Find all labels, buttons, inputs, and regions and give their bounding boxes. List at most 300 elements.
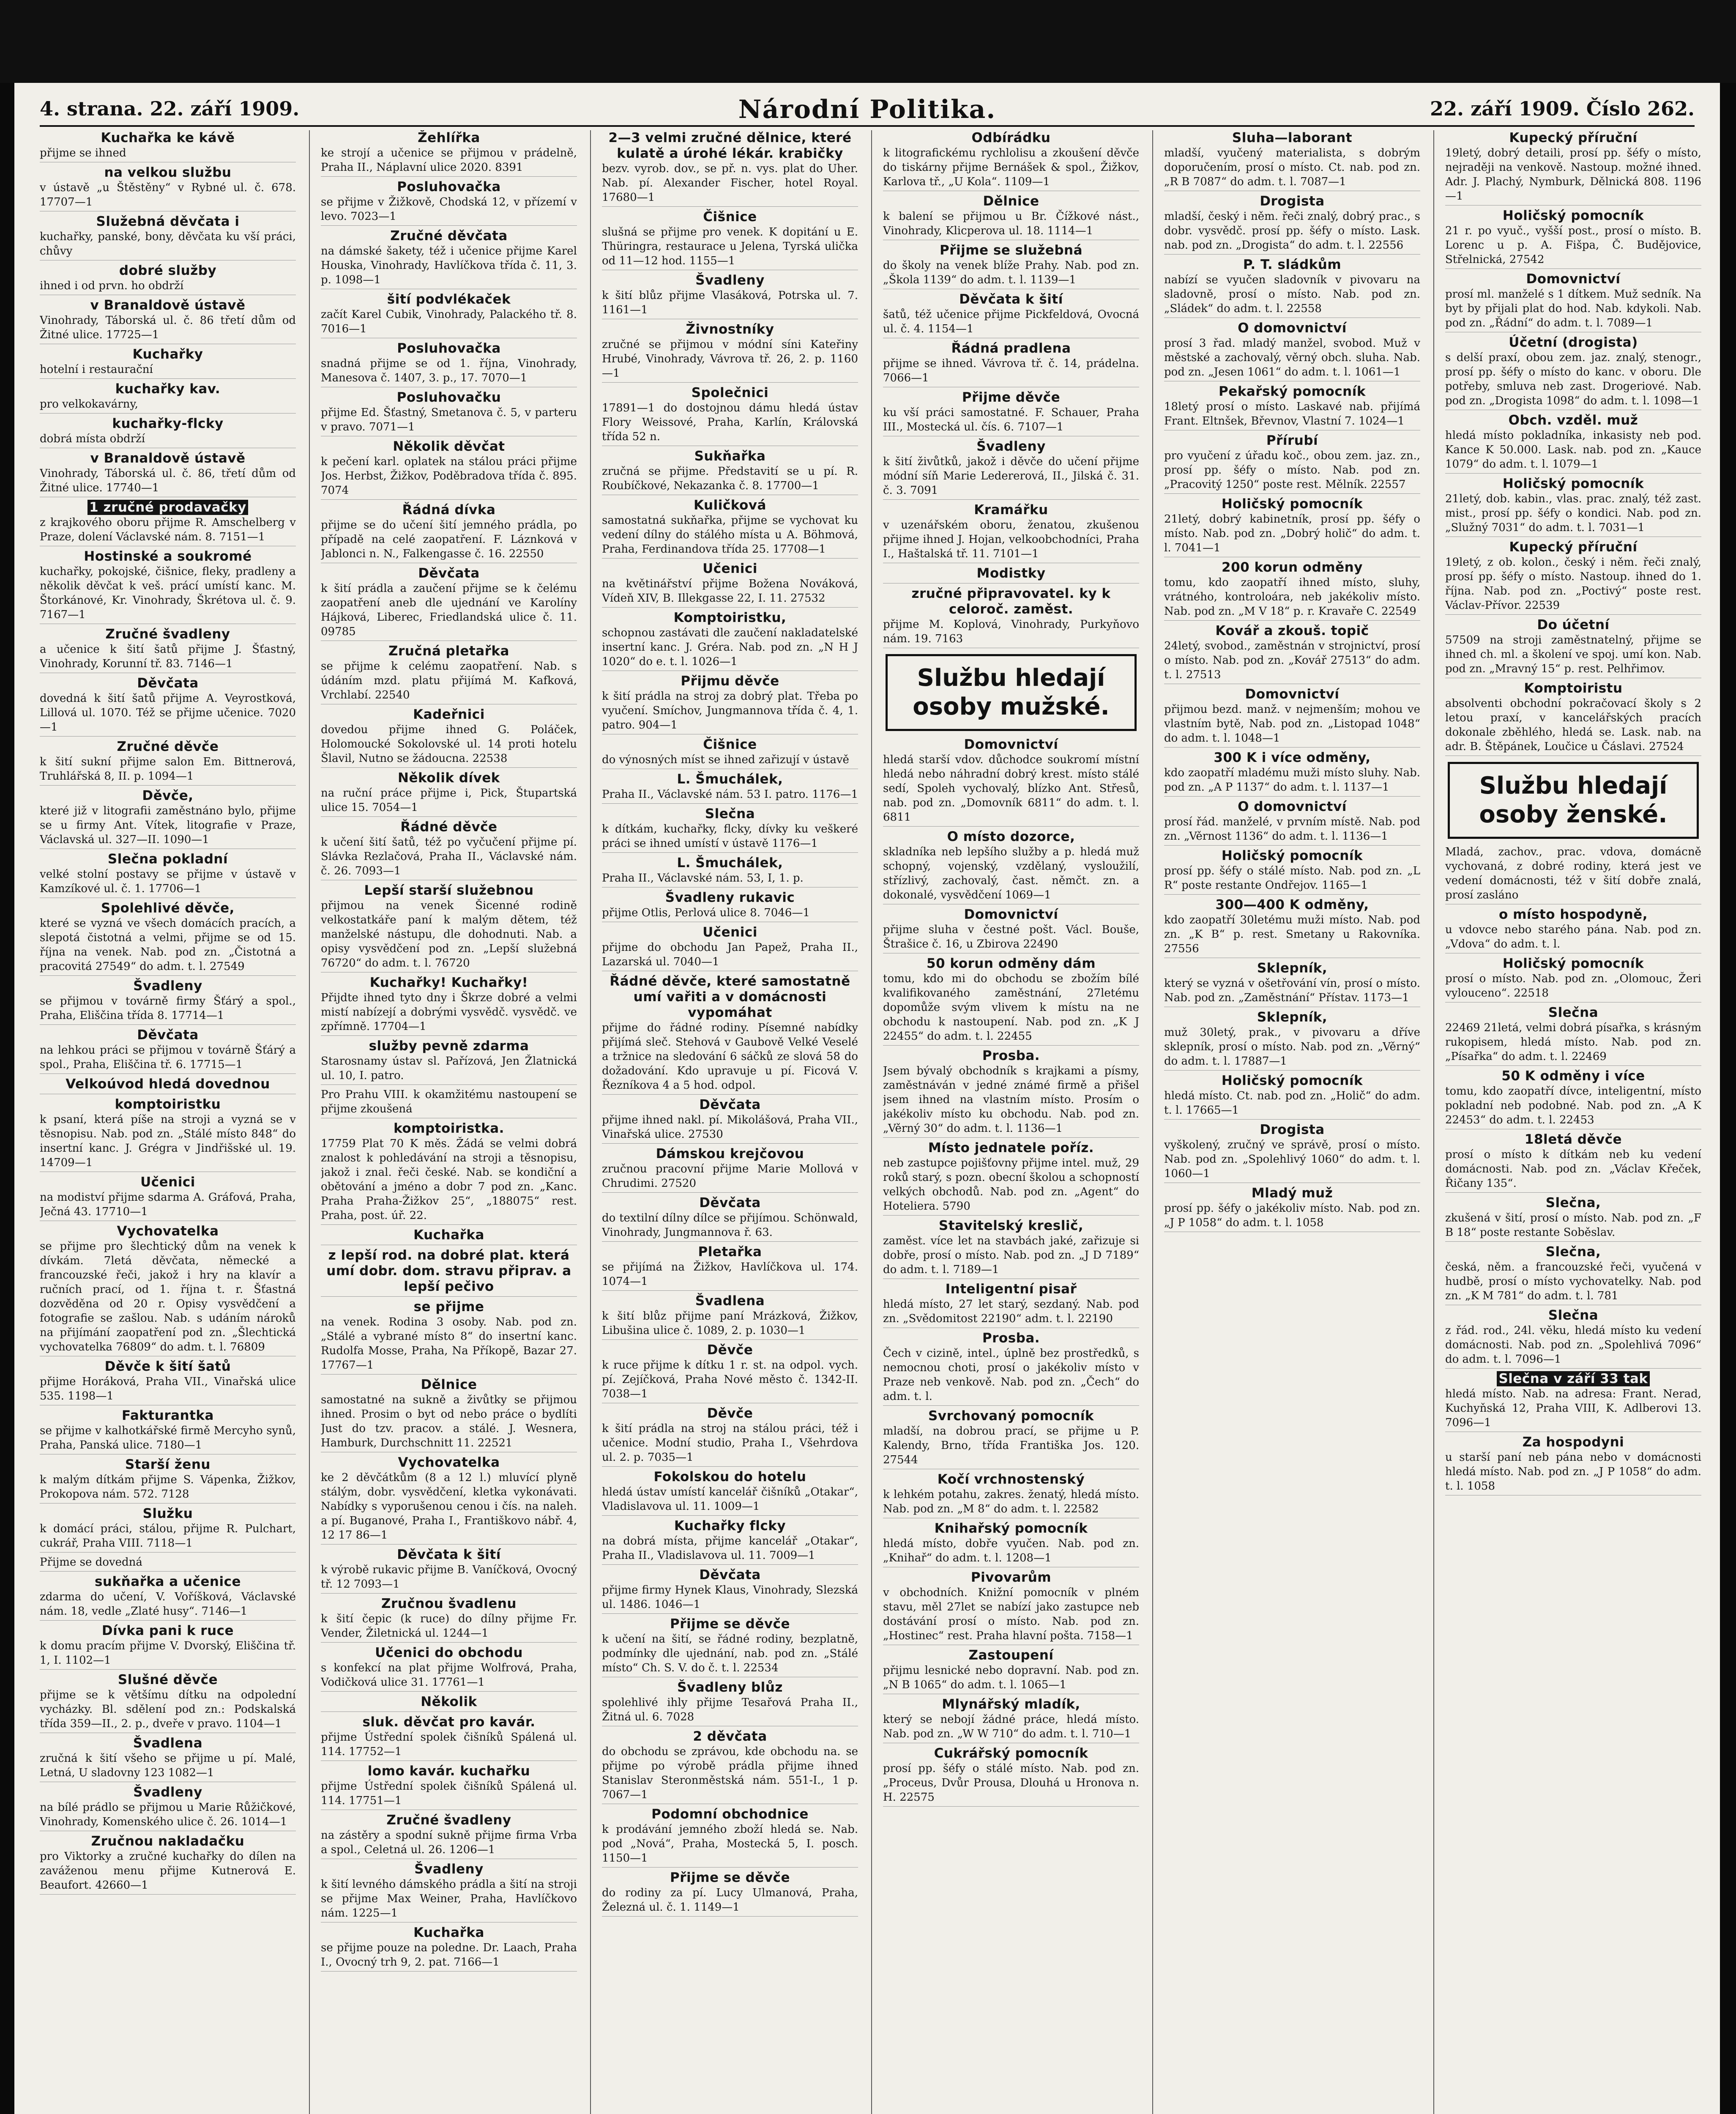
ad-text: přijme Horáková, Praha VII., Vinařská ulice 535. 1198—1 [40, 1375, 296, 1402]
ad-heading: Dámskou krejčovou [656, 1146, 804, 1161]
ad-heading: Několik děvčat [393, 439, 505, 454]
classified-ad [883, 586, 1139, 648]
ad-heading: Čišnice [703, 737, 757, 752]
ad-text: prosí o místo. Nab. pod zn. „Olomouc, Žeri vylouceno“. 22518 [1445, 972, 1701, 999]
ad-text: 17759 Plat 70 K měs. Žádá se velmi dobrá znalost k pohledávání na stroji a těsnopisu, jakož i znal. řeči české. Nab. se kondiční a obětování a jméno a dobr 7 pod zn. „Kanc. Praha Praha-Žižkov 25“, „188075“ rest. Praha, post. úř. 22. [321, 1137, 577, 1222]
classified-ad [602, 1567, 858, 1614]
ad-text: spolehlivé ihly přijme Tesařová Praha II., Žitná ul. 6. 7028 [602, 1696, 858, 1723]
ad-heading: 1 zručné prodavačky [40, 500, 296, 515]
classified-ad [321, 1714, 577, 1761]
classified-ad [1445, 1308, 1701, 1369]
classified-ad [1164, 687, 1420, 748]
ad-text: přijme se k většímu dítku na odpolední vycházky. Bl. sdělení pod zn.: Podskalská třída 359—II., 2. p., dveře v pravo. 1104—1 [40, 1689, 296, 1730]
ad-heading: Místo jednatele poříz. [928, 1140, 1094, 1156]
ad-text: k malým dítkám přijme S. Vápenka, Žižkov, Prokopova nám. 572. 7128 [40, 1473, 296, 1501]
ad-heading: Slečna, [1545, 1244, 1601, 1260]
ad-text: u starší paní neb pána nebo v domácnosti hledá místo. Nab. pod zn. „J P 1058“ do adm. t. l. 1058 [1445, 1451, 1701, 1492]
ad-text: k dítkám, kuchařky, flcky, dívky ku veškeré práci se ihned umístí v ústavě 1176—1 [602, 823, 858, 850]
newspaper-page [14, 83, 1720, 2114]
ad-text: 19letý, dobrý detaili, prosí pp. šéfy o místo, nejraději na venkově. Nastoup. možné ihned. Adr. J. Plachý, Nymburk, Dělnická 808. 1196—1 [1445, 147, 1701, 203]
ad-heading: služby pevně zdarma [369, 1038, 529, 1054]
ad-text: přijme do řádné rodiny. Písemné nabídky přijímá sleč. Stehová v Gaubově Velké Veselé a tržnice na sledování 6 sáčků ze slová 58 do dožadování. Kdo upravuje u pí. Ficová V. Řezníkova 4 a 5 hod. odpol. [602, 1021, 858, 1092]
ad-text: v uzenářském oboru, ženatou, zkušenou přijme ihned J. Hojan, velkoobchodníci, Praha I., Haštalská tř. 11. 7101—1 [883, 519, 1139, 560]
ad-heading: Švadleny [133, 978, 202, 994]
classified-ad [602, 674, 858, 734]
ad-heading: Drogista [1260, 1122, 1325, 1137]
ad-heading: Kupecký příruční [1509, 130, 1638, 145]
classified-ad [1445, 956, 1701, 1002]
classified-ad [40, 549, 296, 624]
ad-text: přijmou na venek Šicenné rodině velkostatkáře paní k malým dětem, též manželské nástupu, dle dohodnuti. Nab. a opisy vysvědčení pod zn. „Lepší služebná 76720“ do adm. t. l. 76720 [321, 899, 577, 969]
classified-ad [1164, 961, 1420, 1007]
ad-text: hledá starší vdov. důchodce soukromí místní hledá nebo náhradní dobrý krest. místo stálé sedí, Spoleh vychovalý, blízko Ant. Střesů, nab. pod zn. „Domovník 6811“ do adm. t. l. 6811 [883, 753, 1139, 824]
classified-ad [1164, 130, 1420, 191]
classified-ad [321, 1694, 577, 1712]
ad-heading: Komptoiristu [1524, 681, 1623, 696]
ad-heading: 200 korun odměny [1222, 560, 1363, 575]
classified-ad [602, 322, 858, 383]
ad-text: se přijme k celému zaopatření. Nab. s údáním mzd. platu přijímá M. Kafková, Vrchlabí. 22540 [321, 660, 577, 701]
classified-ad [321, 1087, 577, 1118]
ad-heading: Děvčata [699, 1567, 761, 1583]
column-4 [883, 130, 1139, 2114]
ad-text: přijme sluha v čestné pošt. Václ. Bouše, Štrašice č. 16, u Zbirova 22490 [883, 923, 1139, 950]
ad-text: hledá místo. Nab. na adresa: Frant. Nerad, Kuchyňská 12, Praha VIII, K. Adlberovi 13. 7096—1 [1445, 1388, 1701, 1429]
ad-heading: Slečna v září 33 tak [1445, 1371, 1701, 1387]
ad-text: Praha II., Václavské nám. 53 I. patro. 1176—1 [602, 788, 858, 801]
ad-text: přijme Otlis, Perlová ulice 8. 7046—1 [602, 906, 810, 919]
classified-ad [1445, 681, 1701, 756]
ad-heading: šití podvlékaček [387, 292, 511, 307]
ad-text: přijme se do učení šití jemného prádla, po případě na celé zaopatření. F. Láznková v Jablonci n. N., Falkengasse č. 16. 22550 [321, 519, 577, 560]
classified-ad [602, 1616, 858, 1677]
classified-ad [883, 194, 1139, 240]
ad-text: skladníka neb lepšího služby a p. hledá muž schopný, vojenský, vzdělaný, vysloužilí, střízlivý, zachovalý, čast. němčt. zn. a dokonalé, vysvědčení 1069—1 [883, 846, 1139, 901]
ad-text: dovedou přijme ihned G. Poláček, Holomoucké Sokolovské ul. 14 proti hotelu Šlavil, Nutno se žádoucna. 22538 [321, 723, 577, 765]
classified-ad [602, 1729, 858, 1804]
classified-ad [1164, 320, 1420, 381]
classified-ad [1445, 413, 1701, 474]
ad-heading: Učenici [140, 1175, 195, 1190]
ad-text: zaměst. více let na stavbách jaké, zařizuje si dobře, prosí o místo. Nab. pod zn. „J D 7189“ do adm. t. l. 7189—1 [883, 1235, 1139, 1276]
ad-text: ku vší práci samostatné. F. Schauer, Praha III., Mostecká ul. čís. 6. 7107—1 [883, 406, 1139, 433]
ad-heading: Starší ženu [125, 1457, 211, 1472]
column-rule [1152, 130, 1153, 2114]
column-rule [871, 130, 872, 2114]
ad-heading: Komptoiristku, [673, 610, 787, 625]
classified-ad [40, 788, 296, 849]
ad-heading: Švadlena [695, 1293, 765, 1309]
ad-heading: Pivovarům [971, 1570, 1052, 1585]
ad-heading: Hostinské a soukromé [84, 549, 252, 564]
ad-text: k domu pracím přijme V. Dvorský, Eliščina tř. 1, I. 1102—1 [40, 1640, 296, 1667]
ad-text: zručné se přijmou v módní síni Kateřiny Hrubé, Vinohrady, Vávrova tř. 26, 2. p. 1160—1 [602, 338, 858, 380]
ad-heading: Zručná pletařka [388, 644, 509, 659]
ad-text: do rodiny za pí. Lucy Ulmanová, Praha, Železná ul. č. 1. 1149—1 [602, 1887, 858, 1914]
classified-ad [1164, 1186, 1420, 1232]
page-header-left: 4. strana. 22. září 1909. [40, 97, 300, 120]
section-banner: Službu hledají osoby mužské. [886, 654, 1137, 731]
ad-heading: Kuchařka ke kávě [101, 130, 235, 145]
column-1 [40, 130, 296, 2114]
classified-ad [602, 498, 858, 559]
classified-ad [1164, 257, 1420, 318]
ad-heading: O domovnictví [1238, 799, 1347, 814]
ad-text: do výnosných míst se ihned zařizují v ústavě [602, 753, 849, 766]
classified-ad [321, 1862, 577, 1922]
classified-ad [883, 1282, 1139, 1328]
ad-heading: Kupecký příruční [1509, 539, 1638, 555]
classified-ad [321, 1248, 577, 1297]
classified-ad [1164, 750, 1420, 797]
ad-text: přijme M. Koplová, Vinohrady, Purkyňovo nám. 19. 7163 [883, 618, 1139, 645]
ad-text: hledá ústav umístí kancelář čišníků „Otakar“, Vladislavova ul. 11. 1009—1 [602, 1486, 858, 1513]
classified-ad [40, 1623, 296, 1670]
classified-ad [321, 1227, 577, 1245]
ad-heading: Řádná dívka [402, 502, 496, 518]
ad-heading: Holičský pomocník [1221, 496, 1363, 512]
classified-ad [40, 1027, 296, 1074]
classified-ad [40, 214, 296, 260]
column-rule [1433, 130, 1434, 2114]
ad-text: na venek. Rodina 3 osoby. Nab. pod zn. „Stálé a vybrané místo 8“ do insertní kanc. Rudolfa Mosse, Praha, Na Příkopě, Bazar 27. 17767—1 [321, 1316, 577, 1372]
classified-ad [602, 449, 858, 495]
classified-ad [1445, 1371, 1701, 1432]
ad-text: přijme Ed. Šťastný, Smetanova č. 5, v parteru v pravo. 7071—1 [321, 406, 577, 433]
classified-ad [602, 925, 858, 971]
ad-text: k šití prádla a zaučení přijme se k čelému zaopatření aneb dle ujednání ve Karolíny Hájková, Liberec, Friedlandská ulice č. 11. 09785 [321, 582, 577, 638]
ad-heading: Vychovatelka [398, 1455, 500, 1470]
ad-heading: Slečna, [1545, 1195, 1601, 1210]
ad-heading: Švadlena [133, 1736, 203, 1751]
classified-ad [1164, 799, 1420, 846]
classified-ad [1445, 907, 1701, 953]
ad-heading: L. Šmuchálek, [677, 772, 783, 787]
ad-heading: Kuchařka [413, 1925, 484, 1940]
ad-heading: Slečna [1548, 1005, 1599, 1020]
ad-heading: Cukrářský pomocník [934, 1746, 1088, 1761]
classified-ad [883, 829, 1139, 904]
classified-ad [40, 1457, 296, 1503]
classified-ad [1445, 130, 1701, 205]
classified-ad [40, 978, 296, 1025]
ad-text: s konfekcí na plat přijme Wolfrová, Praha, Vodičková ulice 31. 17761—1 [321, 1662, 577, 1689]
ad-text: Jsem bývalý obchodník s krajkami a písmy, zaměstnáván v jedné známé firmě a přišel jsem ihned na vlastním místo. Prosím o jakékoliv místo ku obchodu. Nab. pod zn. „Věrný 30“ do adm. t. l. 1136—1 [883, 1065, 1139, 1135]
ad-text: Čech v cizině, intel., úplně bez prostředků, s nemocnou choti, prosí o jakékoliv místo v Praze neb venkově. Nab. pod zn. „Čech“ do adm. t. l. [883, 1347, 1139, 1403]
classified-ad [40, 1834, 296, 1895]
ad-text: k pečení karl. oplatek na stálou práci přijme Jos. Herbst, Žižkov, Poděbradova třída č. 895. 7074 [321, 455, 577, 497]
ad-text: přijmou bezd. manž. v nejmenším; mohou ve vlastním bytě, Nab. pod zn. „Listopad 1048“ do adm. t. l. 1048—1 [1164, 703, 1420, 745]
ad-heading: Žehlířka [418, 130, 480, 145]
ad-text: se přijmou v továrně firmy Šťárý a spol., Praha, Eliščina třída 8. 17714—1 [40, 995, 296, 1022]
ad-text: k psaní, která píše na stroji a vyzná se v těsnopisu. Nab. pod zn. „Stálé místo 848“ do insertní kanc. J. Grégra v Jindřišské ul. 19. 14709—1 [40, 1113, 296, 1169]
classified-ad [1445, 539, 1701, 615]
ad-text: 22469 21letá, velmi dobrá písařka, s krásným rukopisem, hledá místo. Nab. pod zn. „Písařka“ do adm. t. l. 22469 [1445, 1021, 1701, 1063]
ad-text: ke 2 děvčátkům (8 a 12 l.) mluvící plyně stálým, dobr. vysvědčení, kletka vykonávati. Nabídky s vyporušenou cenou i čís. na naleh. a pí. Buganové, Praha I., Františkovo nábř. 4, 12 17 86—1 [321, 1471, 577, 1542]
classified-ad [1445, 335, 1701, 410]
column-6 [1445, 130, 1701, 2114]
ad-heading: Děvče, [142, 788, 194, 803]
ad-text: přijme firmy Hynek Klaus, Vinohrady, Slezská ul. 1486. 1046—1 [602, 1584, 858, 1611]
classified-ad [602, 1342, 858, 1403]
ad-text: zručnou pracovní přijme Marie Mollová v Chrudimi. 27520 [602, 1163, 858, 1190]
ad-text: prosí pp. šéfy o stálé místo. Nab. pod zn. „L R“ poste restante Ondřejov. 1165—1 [1164, 865, 1420, 892]
ad-text: pro vyučení z úřadu koč., obou zem. jaz. zn., prosí pp. šéfy o místo. Nab. pod zn. „Pracovitý 1250“ poste rest. Mělník. 22557 [1164, 449, 1420, 491]
ad-heading: Svrchovaný pomocník [928, 1408, 1094, 1424]
ad-text: se přijme pouze na poledne. Dr. Laach, Praha I., Ovocný trh 9, 2. pat. 7166—1 [321, 1941, 577, 1969]
classified-ad [1445, 845, 1701, 904]
ad-text: přijme se ihned [40, 147, 126, 159]
ad-heading: Služebná děvčata i [96, 214, 240, 229]
ad-text: k šití prádla na stroj na stálou práci, též i učenice. Modní studio, Praha I., Všehrdova ul. 2. p. 7035—1 [602, 1422, 858, 1464]
ad-text: k výrobě rukavic přijme B. Vaníčková, Ovocný tř. 12 7093—1 [321, 1564, 577, 1591]
classified-ad [602, 1195, 858, 1242]
classified-ad [40, 1076, 296, 1094]
ad-heading: o místo hospodyně, [1499, 907, 1648, 922]
classified-ad [321, 770, 577, 817]
ad-heading: Kočí vrchnostenský [937, 1472, 1085, 1487]
ad-text: přijmu lesnické nebo dopravní. Nab. pod zn. „N B 1065“ do adm. t. l. 1065—1 [883, 1664, 1139, 1691]
ad-heading: Inteligentní pisař [945, 1282, 1077, 1297]
classified-ad [883, 1048, 1139, 1138]
ad-heading: Děvče [707, 1406, 753, 1421]
classified-ad [883, 502, 1139, 563]
classified-ad [883, 956, 1139, 1046]
ad-heading: Zručnou nakladačku [91, 1834, 245, 1849]
ad-heading: Děvčata [137, 676, 199, 691]
ad-heading: Několik [421, 1694, 477, 1709]
classified-ad [1445, 1068, 1701, 1129]
ad-text: tomu, kdo zaopatří ihned místo, sluhy, vrátného, kontroloára, neb jakékoliv místo. Nab. pod zn. „M V 18“ p. r. Kravaře C. 22549 [1164, 576, 1420, 618]
classified-ad [40, 451, 296, 497]
ad-heading: Holičský pomocník [1221, 848, 1363, 863]
ad-text: česká, něm. a francouzské řeči, vyučená v hudbě, prosí o místo vychovatelky. Nab. pod zn. „K M 781“ do adm. t. l. 781 [1445, 1261, 1701, 1302]
ad-text: se přijme v Žižkově, Chodská 12, v přízemí v levo. 7023—1 [321, 196, 577, 223]
ad-heading: Učenici [703, 925, 757, 940]
ad-heading: Domovnictví [964, 737, 1058, 752]
classified-ad [1164, 560, 1420, 621]
newspaper-title: Národní Politika. [738, 95, 996, 124]
classified-ad [40, 1097, 296, 1172]
ad-text: k prodávání jemného zboží hledá se. Nab. pod „Nová“, Praha, Mostecká 5, I. posch. 1150—1 [602, 1823, 858, 1865]
ad-heading: z lepší rod. na dobré plat. která umí dobr. dom. stravu připrav. a lepší pečivo [326, 1248, 571, 1294]
ad-text: u vdovce nebo starého pána. Nab. pod zn. „Vdova“ do adm. t. l. [1445, 923, 1701, 950]
ad-heading: komptoiristku [115, 1097, 221, 1112]
ad-heading: 300 K i více odměny, [1214, 750, 1371, 765]
classified-ad [321, 502, 577, 563]
ad-heading: Odbírádku [971, 130, 1051, 145]
classified-ad [602, 1870, 858, 1917]
ad-text: přijme do obchodu Jan Papež, Praha II., Lazarská ul. 7040—1 [602, 941, 858, 968]
classified-ad [883, 566, 1139, 583]
ad-heading: Modistky [976, 566, 1046, 581]
ad-text: k šití levného dámského prádla a šití na stroji se přijme Max Weiner, Praha, Havlíčkovo nám. 1225—1 [321, 1878, 577, 1920]
ad-text: prosí pp. šéfy o stálé místo. Nab. pod zn. „Proceus, Dvůr Prousa, Dlouhá u Hronova n. H. 22575 [883, 1762, 1139, 1804]
ad-heading: L. Šmuchálek, [677, 855, 783, 871]
ad-heading: Děvčata k šití [397, 1547, 501, 1562]
classified-ad [321, 341, 577, 387]
classified-ad [40, 739, 296, 786]
classified-ad [602, 737, 858, 769]
ad-text: hledá místo, 27 let starý, sezdaný. Nab. pod zn. „Svědomitost 22190“ adm. t. l. 22190 [883, 1298, 1139, 1325]
column-rule [590, 130, 591, 2114]
classified-ad [602, 890, 858, 922]
ad-heading: Přijme děvče [962, 390, 1061, 405]
ad-text: na dobrá místa, přijme kancelář „Otakar“, Praha II., Vladislavova ul. 11. 7009—1 [602, 1535, 858, 1562]
ad-heading: Stavitelský kreslič, [938, 1218, 1084, 1233]
ad-heading: Posluhovačka [397, 179, 501, 194]
classified-ad [1164, 1010, 1420, 1071]
ad-text: na dámské šakety, též i učenice přijme Karel Houska, Vinohrady, Havlíčkova třída č. 11, 3. p. 1098—1 [321, 245, 577, 286]
classified-ad [602, 273, 858, 319]
ad-heading: Zručné děvčata [390, 228, 508, 244]
classified-ad [602, 1293, 858, 1340]
ad-text: zručná k šití všeho se přijme u pí. Malé, Letná, U sladovny 123 1082—1 [40, 1752, 296, 1779]
ad-heading: 50 korun odměny dám [926, 956, 1096, 971]
classified-ad [1164, 384, 1420, 430]
classified-ad [883, 1697, 1139, 1743]
classified-ad [321, 566, 577, 641]
ad-heading: Lepší starší služebnou [364, 883, 534, 898]
ad-heading: dobré služby [119, 263, 217, 278]
classified-ad [883, 390, 1139, 436]
ad-heading: Podomní obchodnice [651, 1807, 809, 1822]
ad-text: kuchařky, pokojské, čišnice, fleky, pradleny a několik děvčat k veš. prácí umístí kanc. M. Štorkánové, Kr. Vinohrady, Škrétova ul. č. 9. 7167—1 [40, 565, 296, 621]
classified-ad [883, 130, 1139, 191]
ad-text: Vinohrady, Táborská ul. č. 86 třetí dům od Žitné ulice. 17725—1 [40, 314, 296, 341]
ad-heading: Čišnice [703, 209, 757, 225]
ad-heading: Zručné švadleny [386, 1813, 511, 1828]
ad-heading: 2 děvčata [693, 1729, 767, 1744]
ad-text: na lehkou práci se přijmou v továrně Šťárý a spol., Praha, Eliščina tř. 6. 17715—1 [40, 1044, 296, 1071]
classified-ad [1164, 1122, 1420, 1183]
ad-text: 17891—1 do dostojnou dámu hledá ústav Flory Weissové, Praha, Karlín, Královská třída 52 n. [602, 402, 858, 443]
ad-text: Praha II., Václavské nám. 53, I, 1. p. [602, 872, 804, 884]
classified-ad [321, 1121, 577, 1225]
ad-text: Přijdte ihned tyto dny i Škrze dobré a velmi mistí nabízejí a dobrými vysvědč. vysvědč. ve zpřímně. 17704—1 [321, 991, 577, 1033]
ad-text: Přijme se dovedná [40, 1556, 142, 1569]
classified-ad [321, 644, 577, 704]
classified-ad [602, 1097, 858, 1144]
ad-text: k učení na šití, se řádné rodiny, bezplatně, podmínky dle ujednání, nab. pod zn. „Stálé místo“ Ch. S. V. do č. t. l. 22534 [602, 1633, 858, 1674]
classified-ad [883, 1648, 1139, 1694]
ad-text: snadná přijme se od 1. října, Vinohrady, Manesova č. 1407, 3. p., 17. 7070—1 [321, 357, 577, 384]
ad-text: pro velkokavárny, [40, 398, 138, 411]
ad-text: z řád. rod., 24l. věku, hledá místo ku vedení domácnosti. Nab. pod zn. „Spolehlivá 7096“ do adm. t. l. 7096—1 [1445, 1324, 1701, 1366]
ad-text: prosí ml. manželé s 1 dítkem. Muž sedník. Na byt by přijali plat do hod. Nab. kdykoli. Nab. pod zn. „Řádní“ do adm. t. l. 7089—1 [1445, 288, 1701, 329]
classified-ad [1445, 208, 1701, 269]
classified-ad [321, 1645, 577, 1692]
ad-heading: Holičský pomocník [1502, 208, 1644, 223]
ad-heading: 50 K odměny i více [1501, 1068, 1645, 1084]
ad-text: k šití čepic (k ruce) do dílny přijme Fr. Vender, Žiletnická ul. 1244—1 [321, 1613, 577, 1640]
classified-ad [1445, 271, 1701, 332]
ad-heading: Za hospodyni [1522, 1435, 1624, 1450]
classified-ad [40, 1736, 296, 1782]
classified-ad [602, 1469, 858, 1516]
ad-heading: Prosba. [982, 1048, 1040, 1063]
ad-heading: kuchařky kav. [115, 381, 221, 397]
classified-ad [1445, 1435, 1701, 1495]
ad-heading: Švadleny blůz [677, 1680, 783, 1695]
ad-text: v ústavě „u Štěstěny“ v Rybné ul. č. 678. 17707—1 [40, 181, 296, 208]
ad-heading: Holičský pomocník [1502, 956, 1644, 971]
classified-ad [883, 1746, 1139, 1807]
ad-text: na ruční práce přijme i, Pick, Štupartská ulice 15. 7054—1 [321, 787, 577, 814]
ad-heading: Děvčata [137, 1027, 199, 1043]
classified-ad [40, 1224, 296, 1356]
ad-text: mladší, český i něm. řeči znalý, dobrý prac., s dobr. vysvědč. prosí pp. šéfy o místo. Lask. nab. pod zn. „Drogista“ do adm. t. l. 22556 [1164, 210, 1420, 252]
classified-ad [321, 130, 577, 177]
ad-text: 19letý, z ob. kolon., český i něm. řeči znalý, prosí pp. šéfy o místo. Nastoup. ihned do 1. října. Nab. pod zn. „Poctivý“ poste rest. Václav-Přívor. 22539 [1445, 556, 1701, 612]
ad-heading: Zručné švadleny [105, 627, 230, 642]
ad-heading: Pletařka [698, 1244, 762, 1260]
ad-heading: Děvčata k šití [959, 292, 1063, 307]
ad-heading: lomo kavár. kuchařku [367, 1763, 530, 1779]
classified-ad [40, 1408, 296, 1454]
classified-ad [602, 855, 858, 887]
classified-ad [40, 165, 296, 211]
ad-heading: Společnici [691, 385, 769, 400]
ad-text: bezv. vyrob. dov., se př. n. vys. plat do Uher. Nab. pí. Alexander Fischer, hotel Royal. 17680—1 [602, 162, 858, 204]
column-5 [1164, 130, 1420, 2114]
ad-text: kdo zaopatří 30letému muži místo. Nab. pod zn. „K B“ p. rest. Smetany u Rakovníka. 27556 [1164, 914, 1420, 955]
column-rule [309, 130, 310, 2114]
classified-ad [602, 1146, 858, 1193]
classified-ad [321, 819, 577, 880]
ad-text: hledá místo, dobře vyučen. Nab. pod zn. „Knihař“ do adm. t. l. 1208—1 [883, 1537, 1139, 1564]
classified-ad [602, 385, 858, 446]
classified-ad [321, 1377, 577, 1452]
classified-ad [40, 1672, 296, 1733]
ad-heading: Sklepník, [1257, 961, 1328, 976]
classified-ad [321, 1038, 577, 1085]
ad-text: ke strojí a učenice se přijmou v prádelně, Praha II., Náplavní ulice 2020. 8391 [321, 147, 577, 174]
ad-text: k šití blůz přijme Vlasáková, Potrska ul. 7. 1161—1 [602, 289, 858, 316]
ad-heading: Vychovatelka [117, 1224, 219, 1239]
ad-text: kuchařky, panské, bony, děvčata ku vší práci, chůvy [40, 230, 296, 257]
ad-heading: Přijmu děvče [681, 674, 779, 689]
classified-ad [40, 1359, 296, 1405]
ad-text: muž 30letý, prak., v pivovaru a dříve sklepník, prosí o místo. Nab. pod zn. „Věrný“ do adm. t. l. 17887—1 [1164, 1026, 1420, 1068]
classified-ad [40, 852, 296, 898]
ad-heading: se přijme [413, 1299, 484, 1314]
classified-ad [40, 901, 296, 976]
ad-heading: zručné připravovatel. ky k celoroč. zaměst. [911, 586, 1111, 617]
classified-ad [321, 1763, 577, 1810]
ad-text: na bílé prádlo se přijmou u Marie Růžičkové, Vinohrady, Komenského ulice č. 26. 1014—1 [40, 1801, 296, 1828]
ad-heading: Obch. vzděl. muž [1508, 413, 1638, 428]
classified-ad [602, 1680, 858, 1726]
classified-ad [602, 974, 858, 1095]
ad-heading: Zručné děvče [117, 739, 219, 754]
classified-ad [602, 772, 858, 804]
classified-ad [321, 1925, 577, 1972]
ad-text: do obchodu se zprávou, kde obchodu na. se přijme po výrobě prádla přijme ihned Stanislav Steronměstská nám. 551-I., 1 p. 7067—1 [602, 1745, 858, 1801]
classified-ad [883, 1218, 1139, 1279]
ad-text: a učenice k šití šatů přijme J. Šťastný, Vinohrady, Korunní tř. 83. 7146—1 [40, 643, 296, 670]
ad-text: hotelní i restaurační [40, 363, 153, 376]
classified-ad [602, 561, 858, 608]
ad-heading: O místo dozorce, [947, 829, 1075, 844]
ad-text: vyškolený, zručný ve správě, prosí o místo. Nab. pod zn. „Spolehlivý 1060“ do adm. t. l. 1060—1 [1164, 1139, 1420, 1180]
classified-ad [883, 1521, 1139, 1567]
ad-heading: Do účetní [1537, 617, 1610, 633]
ad-text: zdarma do učení, V. Voříšková, Václavské nám. 18, vedle „Zlaté husy“. 7146—1 [40, 1591, 296, 1618]
classified-ad [321, 1299, 577, 1375]
ad-heading: Švadleny [414, 1862, 484, 1877]
ad-text: 21 r. po vyuč., vyšší post., prosí o místo. B. Lorenc u p. A. Fišpa, Č. Budějovice, Střelnická, 27542 [1445, 225, 1701, 266]
